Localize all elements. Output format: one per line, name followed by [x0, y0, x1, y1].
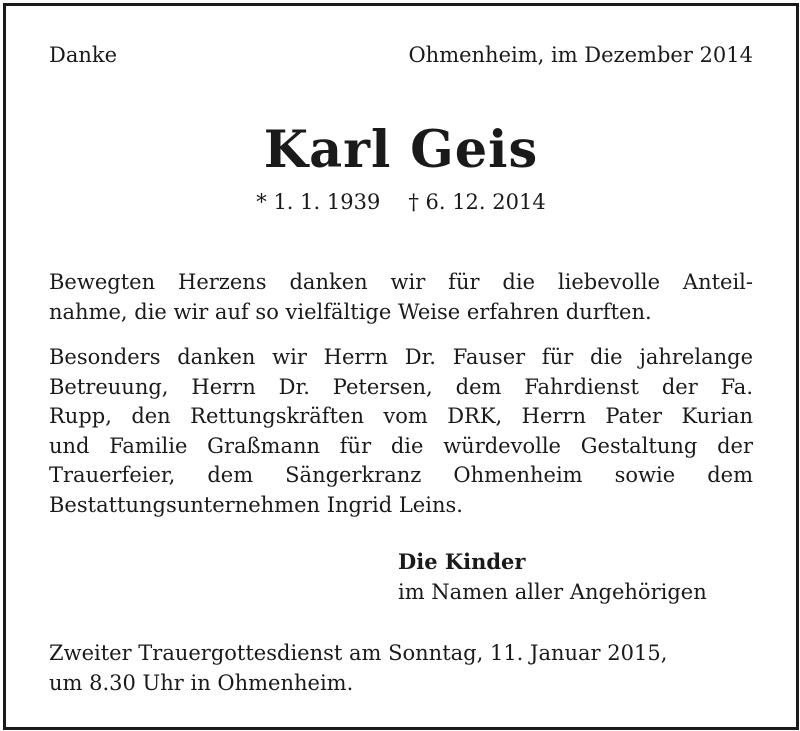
header-thanks: Danke [49, 43, 118, 67]
text-line: und Familie Graßmann für die würdevolle Gestaltung der [49, 433, 753, 458]
notice-content [49, 6, 753, 727]
text-line: Rupp, den Rettungskräften vom DRK, Herrn Pater Kurian [49, 404, 753, 428]
memorial-service-note [49, 638, 753, 698]
deceased-name: Karl Geis [263, 120, 539, 180]
death-date: † 6. 12. 2014 [408, 190, 546, 214]
text-line: Bestattungsunternehmen Ingrid Leins. [49, 492, 463, 517]
text-line: Trauerfeier, dem Sängerkranz Ohmenheim sowie dem [49, 463, 753, 487]
notice-frame [3, 3, 799, 730]
special-thanks-paragraph [49, 343, 753, 520]
text-line: Zweiter Trauergottesdienst am Sonntag, 11. Januar 2015, [49, 641, 668, 665]
text-line: Besonders danken wir Herrn Dr. Fauser für die jahrelange [49, 345, 753, 369]
text-line: Betreuung, Herrn Dr. Petersen, dem Fahrdienst der Fa. [49, 374, 753, 399]
header-place-date: Ohmenheim, im Dezember 2014 [408, 43, 753, 67]
signature-name: Die Kinder [398, 549, 526, 574]
signature-note: im Namen aller Angehörigen [398, 580, 707, 604]
birth-date: * 1. 1. 1939 [256, 190, 381, 214]
text-line: Bewegten Herzens danken wir für die liebevolle Anteil- [49, 270, 753, 294]
thanks-paragraph [49, 268, 753, 327]
text-line: um 8.30 Uhr in Ohmenheim. [49, 671, 354, 695]
signature-block [398, 547, 753, 607]
header-row [49, 40, 753, 70]
life-dates [49, 188, 753, 216]
text-line: nahme, die wir auf so vielfältige Weise erfahren durften. [49, 299, 652, 324]
